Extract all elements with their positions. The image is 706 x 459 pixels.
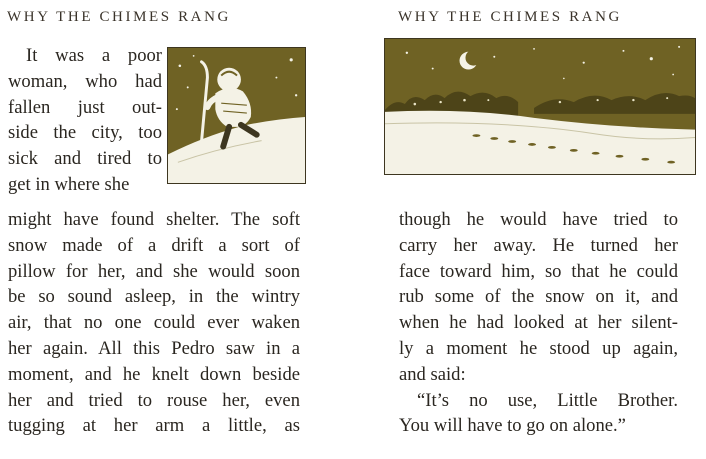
text-line: face toward him, so that he could [399,260,678,282]
boy-climbing-snow-hill-icon [167,47,306,184]
text-line: It was a poor [26,45,162,66]
text-line: her and tried to rouse her, even [8,389,300,411]
text-line: You will have to go on alone.” [399,415,626,437]
text-line: moment, and he knelt down beside [8,363,300,385]
text-line: ly a moment he stood up again, [399,337,678,359]
text-line: sick and tired to [8,148,162,170]
paragraph [8,207,300,439]
text-line: when he had looked at her silent- [399,312,678,334]
right-page [378,0,706,459]
text-line: woman, who had [8,70,162,92]
text-line: and said: [399,363,466,385]
text-line: air, that no one could ever waken [8,312,300,334]
text-line: “It’s no use, Little Brother. [417,389,678,411]
running-head: WHY THE CHIMES RANG [398,9,622,25]
text-line: might have found shelter. The soft [8,209,300,230]
text-line: snow made of a drift a sort of [8,234,300,256]
paragraph [399,207,678,439]
text-line: be so sound asleep, in the wintry [8,286,300,308]
text-line: her again. All this Pedro saw in a [8,337,300,359]
text-line: though he would have tried to [399,209,678,230]
text-line: rub some of the snow on it, and [399,286,678,308]
wrapped-paragraph [8,43,162,198]
moonlit-snow-field-icon [384,38,696,175]
text-line: pillow for her, and she would soon [8,260,300,282]
text-line: fallen just out- [8,96,162,118]
text-line: tugging at her arm a little, as [8,415,300,437]
text-line: get in where she [8,173,130,195]
running-head: WHY THE CHIMES RANG [7,9,231,25]
left-page [0,0,330,459]
text-line: side the city, too [8,122,162,144]
text-line: carry her away. He turned her [399,234,678,256]
